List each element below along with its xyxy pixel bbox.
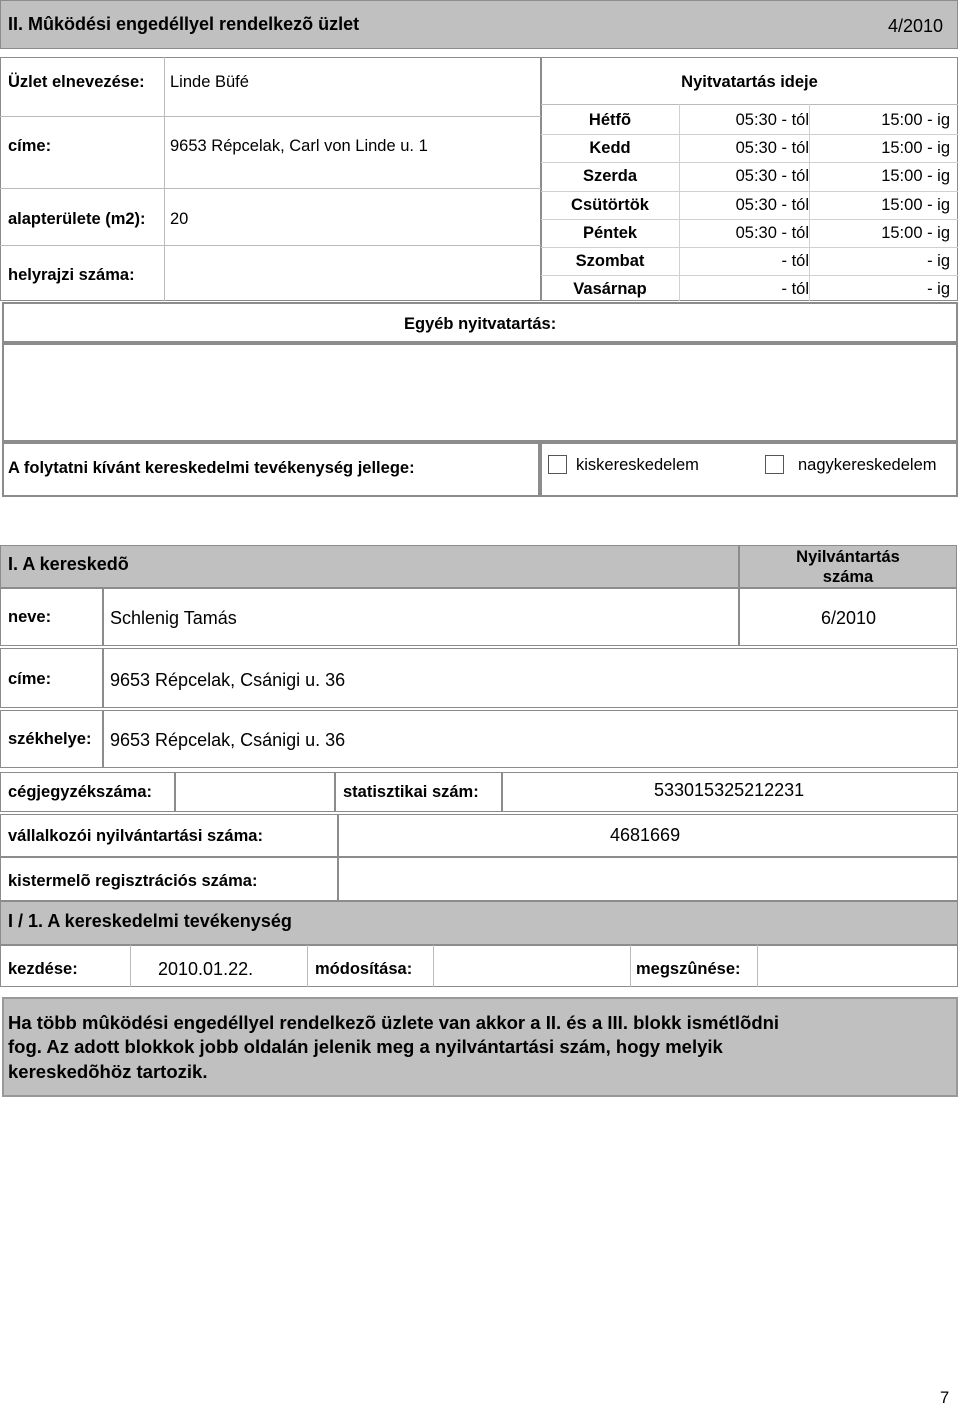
trader-address-label: címe: — [8, 670, 52, 688]
note-line-1: Ha több mûködési engedéllyel rendelkezõ üzlete van akkor a II. és a III. blokk ismétlõdni — [8, 1012, 780, 1033]
trader-address-value: 9653 Répcelak, Csánigi u. 36 — [110, 670, 346, 690]
hours-row-divider — [541, 275, 958, 276]
hours-column-divider — [679, 104, 680, 301]
stat-label: statisztikai szám: — [343, 783, 479, 801]
entrepreneur-value: 4681669 — [610, 825, 681, 845]
shop-number: 4/2010 — [888, 16, 944, 36]
hours-to-value: - ig — [927, 252, 950, 270]
registry-header-line1: Nyilvántartás — [796, 548, 900, 566]
hours-from-value: - tól — [781, 280, 809, 299]
commerce-dates-row — [0, 945, 958, 987]
trader-name-label: neve: — [8, 608, 52, 626]
page-number: 7 — [940, 1389, 950, 1407]
shop-name-value: Linde Büfé — [170, 73, 249, 91]
hours-day-label: Hétfõ — [588, 111, 632, 129]
wholesale-label: nagykereskedelem — [798, 456, 937, 474]
shop-name-label: Üzlet elnevezése: — [8, 73, 145, 91]
hours-from-value: 05:30 - tól — [735, 139, 809, 158]
hours-day-label: Szombat — [575, 252, 645, 270]
producer-cell — [338, 857, 958, 901]
other-hours-label: Egyéb nyitvatartás: — [404, 315, 557, 333]
company-reg-cell — [175, 772, 335, 812]
commerce-start-label: kezdése: — [8, 960, 78, 978]
note-line-2: fog. Az adott blokkok jobb oldalán jelenik meg a nyilvántartási szám, hogy melyik — [8, 1036, 723, 1057]
retail-checkbox[interactable] — [548, 455, 567, 474]
trader-seat-label: székhelye: — [8, 730, 92, 748]
trader-name-value: Schlenig Tamás — [110, 608, 237, 628]
opening-hours-title: Nyitvatartás ideje — [681, 73, 818, 91]
hours-day-label: Vasárnap — [573, 280, 647, 299]
shop-area-value: 20 — [170, 210, 189, 228]
shop-address-value: 9653 Répcelak, Carl von Linde u. 1 — [170, 137, 428, 155]
retail-label: kiskereskedelem — [576, 456, 699, 474]
hours-to-value: 15:00 - ig — [881, 111, 950, 129]
section-title: II. Mûködési engedéllyel rendelkezõ üzlet — [8, 14, 360, 34]
producer-label: kistermelõ regisztrációs száma: — [8, 872, 258, 890]
hours-to-value: 15:00 - ig — [881, 223, 950, 242]
activity-type-label: A folytatni kívánt kereskedelmi tevékenység jellege: — [8, 459, 415, 477]
wholesale-checkbox[interactable] — [765, 455, 784, 474]
hours-from-value: 05:30 - tól — [735, 223, 809, 242]
hours-from-value: - tól — [781, 252, 809, 270]
commerce-mod-label: módosítása: — [315, 960, 413, 978]
company-reg-label: cégjegyzékszáma: — [8, 783, 152, 801]
entrepreneur-label: vállalkozói nyilvántartási száma: — [8, 827, 263, 845]
trader-seat-value: 9653 Répcelak, Csánigi u. 36 — [110, 730, 346, 750]
hours-day-label: Szerda — [582, 167, 638, 186]
note-line-3: kereskedõhöz tartozik. — [8, 1061, 208, 1082]
registry-header-line2: száma — [822, 568, 874, 586]
hours-day-label: Péntek — [582, 223, 638, 242]
hours-day-label: Kedd — [589, 139, 631, 158]
shop-address-label: címe: — [8, 137, 52, 155]
other-hours-field[interactable] — [2, 343, 958, 442]
hours-to-value: 15:00 - ig — [881, 195, 950, 214]
hours-to-value: 15:00 - ig — [881, 139, 950, 158]
stat-value: 533015325212231 — [654, 780, 805, 800]
shop-plot-label: helyrajzi száma: — [8, 266, 135, 284]
hours-to-value: - ig — [927, 280, 950, 299]
hours-column-divider — [809, 104, 810, 301]
shop-area-label: alapterülete (m2): — [8, 210, 146, 228]
commerce-end-label: megszûnése: — [636, 960, 741, 978]
hours-day-label: Csütörtök — [571, 195, 649, 214]
hours-to-value: 15:00 - ig — [881, 167, 950, 186]
hours-row-divider — [541, 134, 958, 135]
hours-row-divider — [541, 219, 958, 220]
hours-row-divider — [541, 191, 958, 192]
commerce-start-value: 2010.01.22. — [158, 959, 254, 979]
hours-row-divider — [541, 247, 958, 248]
hours-from-value: 05:30 - tól — [735, 167, 809, 186]
hours-from-value: 05:30 - tól — [735, 195, 809, 214]
hours-row-divider — [541, 162, 958, 163]
commerce-title: I / 1. A kereskedelmi tevékenység — [8, 911, 292, 931]
trader-registry-number: 6/2010 — [821, 608, 877, 628]
hours-from-value: 05:30 - tól — [735, 111, 809, 129]
trader-title: I. A kereskedõ — [8, 554, 129, 574]
